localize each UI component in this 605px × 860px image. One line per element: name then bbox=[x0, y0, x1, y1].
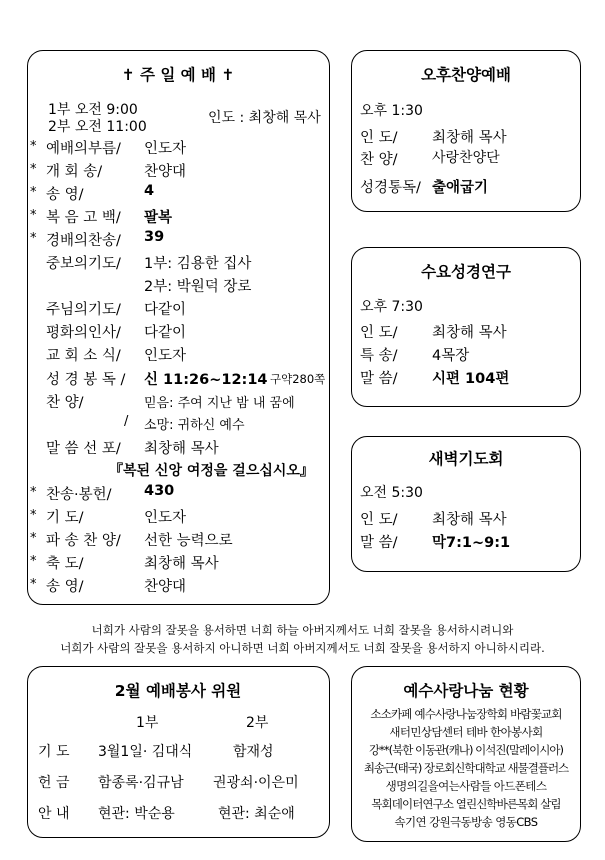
scripture-value: 신 11:26~12:14 bbox=[144, 372, 268, 388]
wednesday-lead-label: 인 도/ bbox=[360, 325, 398, 341]
sunday-time-2: 2부 오전 11:00 bbox=[48, 119, 147, 135]
order-label: 교 회 소 식/ bbox=[46, 348, 121, 364]
order-label: 기 도/ bbox=[46, 510, 84, 526]
dawn-lead-label: 인 도/ bbox=[360, 512, 398, 528]
committee-row-part1: 함종록·김규남 bbox=[98, 775, 184, 791]
order-value: 1부: 김용한 집사 bbox=[144, 256, 252, 272]
wednesday-word-label: 말 씀/ bbox=[360, 371, 398, 387]
order-label: 송 영/ bbox=[46, 187, 84, 203]
order-label: 중보의기도/ bbox=[46, 256, 121, 272]
dawn-word-value: 막7:1~9:1 bbox=[432, 535, 511, 551]
required-star-mark: * bbox=[30, 508, 37, 523]
wednesday-special-value: 4목장 bbox=[432, 348, 470, 364]
dawn-word-label: 말 씀/ bbox=[360, 535, 398, 551]
sermon-title: 『복된 신앙 여정을 걸으십시오』 bbox=[109, 463, 314, 479]
order-value: 인도자 bbox=[144, 348, 187, 364]
choir-slash: / bbox=[124, 414, 129, 429]
wednesday-study-box bbox=[351, 247, 581, 407]
sharing-title: 예수사랑나눔 현황 bbox=[403, 682, 529, 700]
committee-box bbox=[27, 666, 330, 838]
afternoon-lead-label: 인 도/ bbox=[360, 130, 398, 146]
order-label: 경배의찬송/ bbox=[46, 233, 121, 249]
committee-row-part1: 현관: 박순용 bbox=[98, 806, 175, 822]
committee-row-part2: 함재성 bbox=[233, 744, 274, 760]
afternoon-reading-value: 출애굽기 bbox=[432, 180, 489, 196]
sermon-label: 말 씀 선 포/ bbox=[46, 441, 121, 457]
wednesday-lead-value: 최창해 목사 bbox=[432, 325, 507, 341]
order-value: 찬양대 bbox=[144, 579, 187, 595]
order-label: 복 음 고 백/ bbox=[46, 210, 121, 226]
sharing-line: 강**(북한 이동관(캐나) 이석진(말레이시아) bbox=[369, 743, 563, 757]
dawn-lead-value: 최창해 목사 bbox=[432, 512, 507, 528]
afternoon-title: 오후찬양예배 bbox=[421, 66, 511, 84]
verse-line-2: 너희가 사람의 잘못을 용서하지 아니하면 너희 아버지께서도 너희 잘못을 용서하지 아니하시리라. bbox=[60, 641, 545, 655]
required-star-mark: * bbox=[30, 577, 37, 592]
required-star-mark: * bbox=[30, 485, 37, 500]
required-star-mark: * bbox=[30, 554, 37, 569]
committee-row-label: 안 내 bbox=[38, 806, 70, 822]
committee-row-label: 기 도 bbox=[38, 744, 70, 760]
sharing-box bbox=[351, 666, 581, 842]
afternoon-service-box bbox=[351, 50, 581, 212]
order-value: 선한 능력으로 bbox=[144, 533, 233, 549]
committee-col-1: 1부 bbox=[136, 715, 159, 731]
order-label: 예배의부름/ bbox=[46, 141, 121, 157]
scripture-note: 구약280쪽 bbox=[270, 372, 326, 386]
afternoon-praise-value: 사랑찬양단 bbox=[432, 150, 500, 166]
sunday-leader: 인도 : 최창해 목사 bbox=[208, 110, 321, 126]
sermon-preacher: 최창해 목사 bbox=[144, 441, 219, 457]
required-star-mark: * bbox=[30, 231, 37, 246]
wednesday-title: 수요성경연구 bbox=[421, 263, 511, 281]
choir-hope: 소망: 귀하신 예수 bbox=[144, 418, 245, 433]
afternoon-praise-label: 찬 양/ bbox=[360, 152, 398, 168]
choir-label: 찬 양/ bbox=[46, 395, 84, 411]
required-star-mark: * bbox=[30, 208, 37, 223]
sharing-line: 속기연 강원극동방송 영동CBS bbox=[394, 815, 538, 829]
order-label: 송 영/ bbox=[46, 579, 84, 595]
sunday-title: ✝ 주 일 예 배 ✝ bbox=[121, 66, 235, 84]
sunday-time-1: 1부 오전 9:00 bbox=[48, 102, 138, 118]
order-value: 인도자 bbox=[144, 510, 187, 526]
order-label: 찬송·봉헌/ bbox=[46, 487, 112, 503]
order-value: 4 bbox=[144, 183, 155, 199]
required-star-mark: * bbox=[30, 162, 37, 177]
choir-faith: 믿음: 주여 지난 밤 내 꿈에 bbox=[144, 396, 295, 411]
required-star-mark: * bbox=[30, 185, 37, 200]
dawn-time: 오전 5:30 bbox=[360, 485, 423, 501]
order-label: 개 회 송/ bbox=[46, 164, 103, 180]
afternoon-reading-label: 성경통독/ bbox=[360, 180, 421, 196]
order-value: 최창해 목사 bbox=[144, 556, 219, 572]
sharing-line: 생명의길을여는사람들 아드폰테스 bbox=[385, 779, 547, 793]
order-value: 인도자 bbox=[144, 141, 187, 157]
sharing-line: 최송근(태국) 장로회신학대학교 새물결플러스 bbox=[363, 761, 569, 775]
afternoon-lead-value: 최창해 목사 bbox=[432, 130, 507, 146]
wednesday-time: 오후 7:30 bbox=[360, 299, 423, 315]
order-value: 찬양대 bbox=[144, 164, 187, 180]
committee-title: 2월 예배봉사 위원 bbox=[114, 682, 242, 700]
sharing-line: 새터민상담센터 테바 한아봉사회 bbox=[389, 725, 543, 739]
dawn-prayer-box bbox=[351, 436, 581, 572]
order-value: 다같이 bbox=[144, 302, 187, 318]
sharing-line: 소소카페 예수사랑나눔장학회 바람꽃교회 bbox=[370, 707, 562, 721]
dawn-title: 새벽기도회 bbox=[428, 450, 504, 468]
sharing-line: 목회데이터연구소 열린신학바른목회 살림 bbox=[371, 797, 561, 811]
order-value: 2부: 박원덕 장로 bbox=[144, 279, 252, 295]
order-value: 39 bbox=[144, 229, 165, 245]
afternoon-time: 오후 1:30 bbox=[360, 103, 423, 119]
scripture-label: 성 경 봉 독 / bbox=[46, 372, 126, 388]
verse-line-1: 너희가 사람의 잘못을 용서하면 너희 하늘 아버지께서도 너희 잘못을 용서하시려니와 bbox=[91, 623, 514, 637]
order-label: 주님의기도/ bbox=[46, 302, 121, 318]
wednesday-word-value: 시편 104편 bbox=[432, 371, 510, 387]
committee-row-label: 헌 금 bbox=[38, 775, 70, 791]
order-label: 파 송 찬 양/ bbox=[46, 533, 121, 549]
order-value: 430 bbox=[144, 483, 175, 499]
required-star-mark: * bbox=[30, 139, 37, 154]
order-value: 팔복 bbox=[144, 210, 173, 226]
required-star-mark: * bbox=[30, 531, 37, 546]
committee-row-part2: 권광쇠·이은미 bbox=[213, 775, 299, 791]
committee-col-2: 2부 bbox=[246, 715, 269, 731]
committee-row-part2: 현관: 최순애 bbox=[218, 806, 295, 822]
committee-row-part1: 3월1일· 김대식 bbox=[98, 744, 193, 760]
order-label: 평화의인사/ bbox=[46, 325, 121, 341]
wednesday-special-label: 특 송/ bbox=[360, 348, 398, 364]
order-value: 다같이 bbox=[144, 325, 187, 341]
order-label: 축 도/ bbox=[46, 556, 84, 572]
